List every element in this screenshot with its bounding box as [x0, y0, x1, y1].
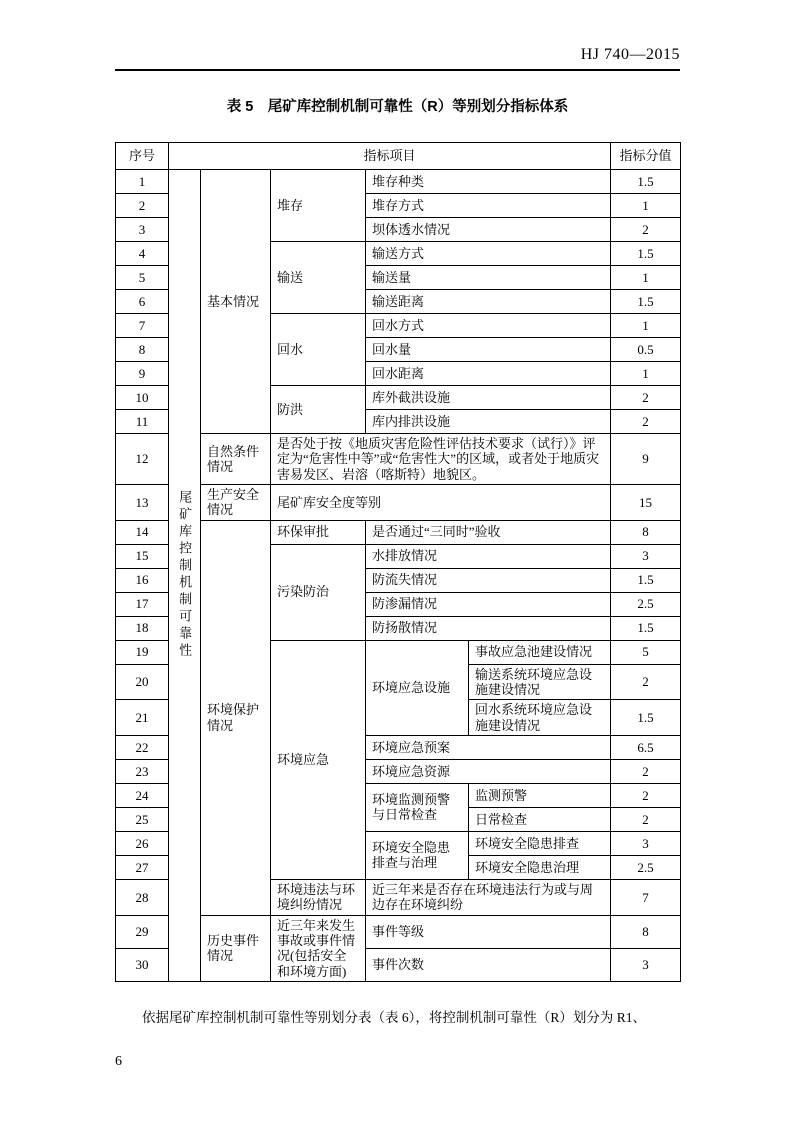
table-body [116, 170, 681, 982]
score-cell: 5 [611, 640, 681, 664]
score-cell: 2.5 [611, 592, 681, 616]
seq-cell: 24 [116, 783, 169, 807]
seq-cell: 10 [116, 386, 169, 410]
score-cell: 3 [611, 544, 681, 568]
indicator-cell: 堆存 [271, 170, 366, 242]
score-cell: 1 [611, 194, 681, 218]
indicator-cell: 环境安全隐患排查与治理 [366, 831, 469, 879]
score-cell: 2 [611, 386, 681, 410]
seq-cell: 13 [116, 484, 169, 520]
indicator-cell: 环境应急预案 [366, 735, 611, 759]
seq-cell: 23 [116, 759, 169, 783]
indicator-cell: 防洪 [271, 386, 366, 434]
seq-cell: 5 [116, 266, 169, 290]
seq-cell: 19 [116, 640, 169, 664]
indicator-cell: 环境违法与环境纠纷情况 [271, 879, 366, 915]
indicator-cell: 堆存种类 [366, 170, 611, 194]
score-cell: 2 [611, 664, 681, 700]
seq-cell: 18 [116, 616, 169, 640]
indicator-cell: 库外截洪设施 [366, 386, 611, 410]
seq-cell: 27 [116, 855, 169, 879]
score-cell: 15 [611, 484, 681, 520]
indicator-cell: 输送方式 [366, 242, 611, 266]
score-cell: 2 [611, 807, 681, 831]
indicator-cell: 环境应急设施 [366, 640, 469, 735]
indicator-cell: 监测预警 [469, 783, 611, 807]
indicator-cell: 输送距离 [366, 290, 611, 314]
score-cell: 1 [611, 362, 681, 386]
score-cell: 0.5 [611, 338, 681, 362]
table-row [116, 520, 681, 544]
col-header-seq: 序号 [116, 143, 169, 170]
seq-cell: 29 [116, 915, 169, 948]
seq-cell: 3 [116, 218, 169, 242]
indicator-cell: 环境保护情况 [201, 520, 271, 915]
table-row [116, 484, 681, 520]
indicator-cell: 日常检查 [469, 807, 611, 831]
score-cell: 7 [611, 879, 681, 915]
seq-cell: 11 [116, 410, 169, 434]
indicator-cell: 事件次数 [366, 948, 611, 981]
indicator-cell: 污染防治 [271, 544, 366, 640]
col-header-item: 指标项目 [169, 143, 611, 170]
score-cell: 1.5 [611, 568, 681, 592]
score-cell: 2 [611, 759, 681, 783]
indicator-cell: 输送系统环境应急设施建设情况 [469, 664, 611, 700]
seq-cell: 1 [116, 170, 169, 194]
indicator-cell: 环境应急资源 [366, 759, 611, 783]
score-cell: 1 [611, 314, 681, 338]
seq-cell: 12 [116, 434, 169, 485]
indicator-cell: 是否处于按《地质灾害危险性评估技术要求（试行）》评定为“危害性中等”或“危害性大”的区域，或者处于地质灾害易发区、岩溶（喀斯特）地貌区。 [271, 434, 611, 485]
score-cell: 1.5 [611, 700, 681, 736]
seq-cell: 21 [116, 700, 169, 736]
indicator-cell: 回水量 [366, 338, 611, 362]
seq-cell: 4 [116, 242, 169, 266]
score-cell: 2.5 [611, 855, 681, 879]
indicator-cell: 环境监测预警与日常检查 [366, 783, 469, 831]
indicator-cell: 回水距离 [366, 362, 611, 386]
indicator-cell: 输送量 [366, 266, 611, 290]
indicator-cell: 是否通过“三同时”验收 [366, 520, 611, 544]
doc-header [115, 46, 680, 71]
indicator-cell: 环境安全隐患排查 [469, 831, 611, 855]
indicator-cell: 堆存方式 [366, 194, 611, 218]
seq-cell: 8 [116, 338, 169, 362]
score-cell: 2 [611, 410, 681, 434]
seq-cell: 14 [116, 520, 169, 544]
score-cell: 1 [611, 266, 681, 290]
seq-cell: 17 [116, 592, 169, 616]
seq-cell: 9 [116, 362, 169, 386]
table-row [116, 170, 681, 194]
score-cell: 3 [611, 831, 681, 855]
score-cell: 1.5 [611, 290, 681, 314]
indicator-cell: 回水 [271, 314, 366, 386]
page-number: 6 [115, 1054, 122, 1070]
indicator-cell: 库内排洪设施 [366, 410, 611, 434]
seq-cell: 30 [116, 948, 169, 981]
indicator-table [115, 142, 681, 982]
doc-number: HJ 740—2015 [580, 46, 680, 63]
indicator-cell: 生产安全情况 [201, 484, 271, 520]
score-cell: 6.5 [611, 735, 681, 759]
indicator-cell: 防流失情况 [366, 568, 611, 592]
indicator-cell: 近三年来发生事故或事件情况(包括安全和环境方面) [271, 915, 366, 981]
indicator-cell: 回水方式 [366, 314, 611, 338]
score-cell: 9 [611, 434, 681, 485]
score-cell: 8 [611, 915, 681, 948]
score-cell: 3 [611, 948, 681, 981]
indicator-cell: 水排放情况 [366, 544, 611, 568]
indicator-cell: 防渗漏情况 [366, 592, 611, 616]
indicator-cell: 输送 [271, 242, 366, 314]
score-cell: 8 [611, 520, 681, 544]
score-cell: 1.5 [611, 242, 681, 266]
indicator-cell: 事件等级 [366, 915, 611, 948]
seq-cell: 15 [116, 544, 169, 568]
seq-cell: 26 [116, 831, 169, 855]
score-cell: 1.5 [611, 170, 681, 194]
score-cell: 2 [611, 783, 681, 807]
indicator-cell: 事故应急池建设情况 [469, 640, 611, 664]
seq-cell: 2 [116, 194, 169, 218]
table-row [116, 915, 681, 948]
indicator-cell: 尾矿库安全度等别 [271, 484, 611, 520]
indicator-cell: 基本情况 [201, 170, 271, 434]
indicator-cell: 环境应急 [271, 640, 366, 879]
seq-cell: 20 [116, 664, 169, 700]
col-header-score: 指标分值 [611, 143, 681, 170]
indicator-cell: 防扬散情况 [366, 616, 611, 640]
table-caption: 表 5 尾矿库控制机制可靠性（R）等别划分指标体系 [226, 99, 569, 115]
score-cell: 2 [611, 218, 681, 242]
seq-cell: 7 [116, 314, 169, 338]
seq-cell: 6 [116, 290, 169, 314]
indicator-cell: 自然条件情况 [201, 434, 271, 485]
score-cell: 1.5 [611, 616, 681, 640]
root-category-cell: 尾矿库控制机制可靠性 [169, 170, 201, 982]
table-row [116, 434, 681, 485]
indicator-cell: 近三年来是否存在环境违法行为或与周边存在环境纠纷 [366, 879, 611, 915]
indicator-cell: 坝体透水情况 [366, 218, 611, 242]
body-paragraph: 依据尾矿库控制机制可靠性等别划分表（表 6），将控制机制可靠性（R）划分为 R1、 [142, 1009, 647, 1025]
seq-cell: 28 [116, 879, 169, 915]
table-header-row [116, 143, 681, 170]
seq-cell: 22 [116, 735, 169, 759]
indicator-cell: 历史事件情况 [201, 915, 271, 981]
seq-cell: 16 [116, 568, 169, 592]
indicator-cell: 环境安全隐患治理 [469, 855, 611, 879]
seq-cell: 25 [116, 807, 169, 831]
indicator-cell: 回水系统环境应急设施建设情况 [469, 700, 611, 736]
indicator-cell: 环保审批 [271, 520, 366, 544]
